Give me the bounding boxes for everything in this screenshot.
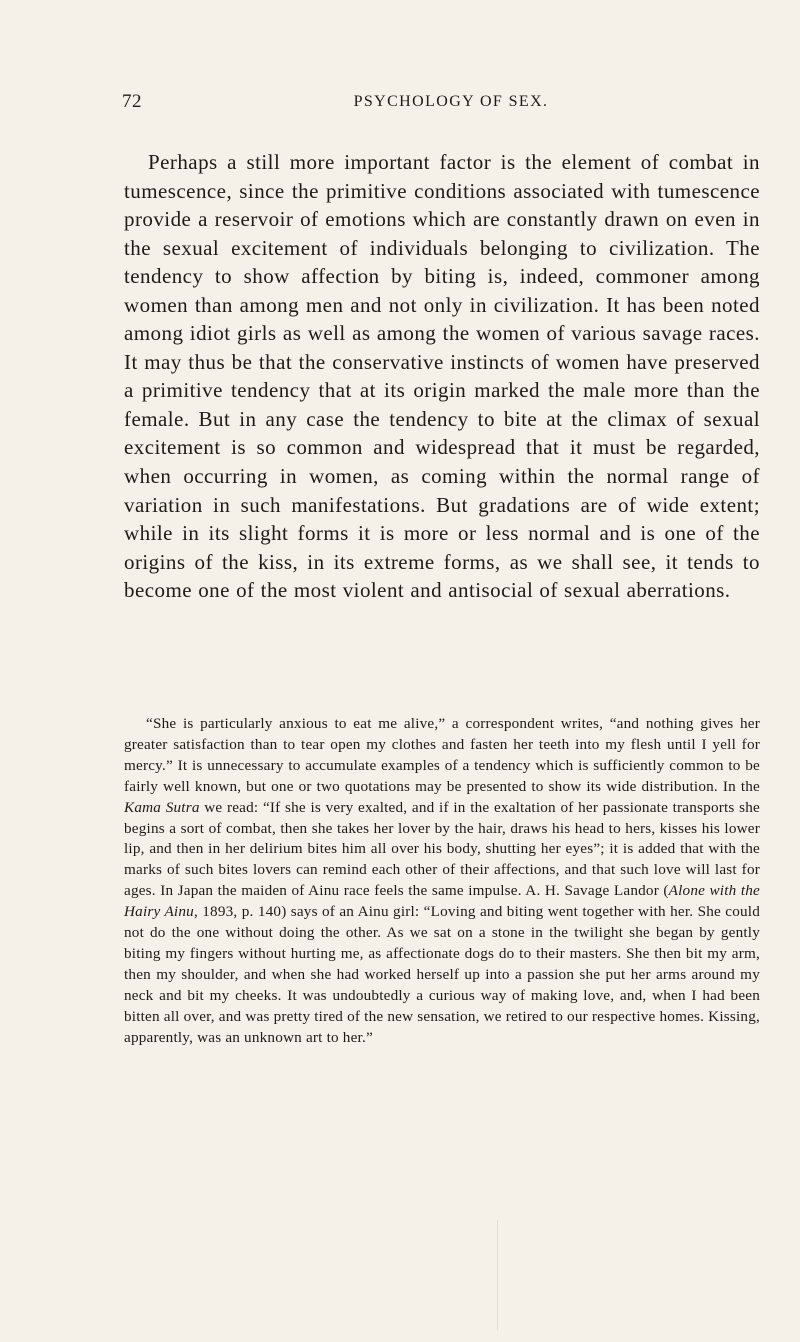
- footnote-book-title-hairy-ainu: Alone with the Hairy Ainu: [124, 882, 760, 921]
- scan-crease-mark: [497, 1220, 498, 1330]
- footnote-text-part-3: , 1893, p. 140) says of an Ainu girl: “Loving and biting went together with her. She could not do the one without doing the other. As we sat on a stone in the twilight she began by gently biting my fingers without hurting me, as affectionate dogs do to their masters. She then bit my arm, then my shoulder, and when she had worked herself up into a passion she put her arms around my neck and bit my cheeks. It was undoubtedly a curious way of making love, and, when I had been bitten all over, and was pretty tired of the new sensation, we retired to our respective homes. Kissing, apparently, was an unknown art to her.”: [124, 903, 761, 1046]
- page-number: 72: [122, 91, 142, 112]
- running-head: PSYCHOLOGY OF SEX.: [353, 93, 549, 110]
- footnote-text-part-2: we read: “If she is very exalted, and if in the exaltation of her passionate transports she begins a sort of combat, then she takes her lover by the hair, draws his head to hers, kisses his lower lip, and then in her delirium bites him all over his body, shutting her eyes”; it is added that with the marks of such bites lovers can remind each other of their affections, and that such love will last for ages. In Japan the maiden of Ainu race feels the same impulse. A. H. Savage Landor (: [124, 798, 760, 900]
- main-paragraph: Perhaps a still more important factor is the element of combat in tumescence, since the primitive conditions associated with tumescence provide a reservoir of emotions which are constantly drawn on even in the sexual excitement of individuals belonging to civilization. The tendency to show affection by biting is, indeed, commoner among women than among men and not only in civilization. It has been noted among idiot girls as well as among the women of various savage races. It may thus be that the conservative instincts of women have preserved a primitive tendency that at its origin marked the male more than the female. But in any case the tendency to bite at the climax of sexual excitement is so common and widespread that it must be regarded, when occurring in women, as coming within the normal range of variation in such manifestations. But gradations are of wide extent; while in its slight forms it is more or less normal and is one of the origins of the kiss, in its extreme forms, as we shall see, it tends to become one of the most violent and antisocial of sexual aberrations.: [124, 150, 760, 603]
- footnote-paragraph: [124, 714, 760, 1049]
- footnote-book-title-kama-sutra: Kama Sutra: [124, 798, 200, 816]
- page-header: [122, 91, 762, 119]
- footnote-text-part-1: “She is particularly anxious to eat me alive,” a correspondent writes, “and nothing gives her greater satisfaction than to tear open my clothes and fasten her teeth into my flesh until I yell for mercy.” It is unnecessary to accumulate examples of a tendency which is sufficiently common to be fairly well known, but one or two quotations may be presented to show its wide distribution. In the: [124, 715, 760, 795]
